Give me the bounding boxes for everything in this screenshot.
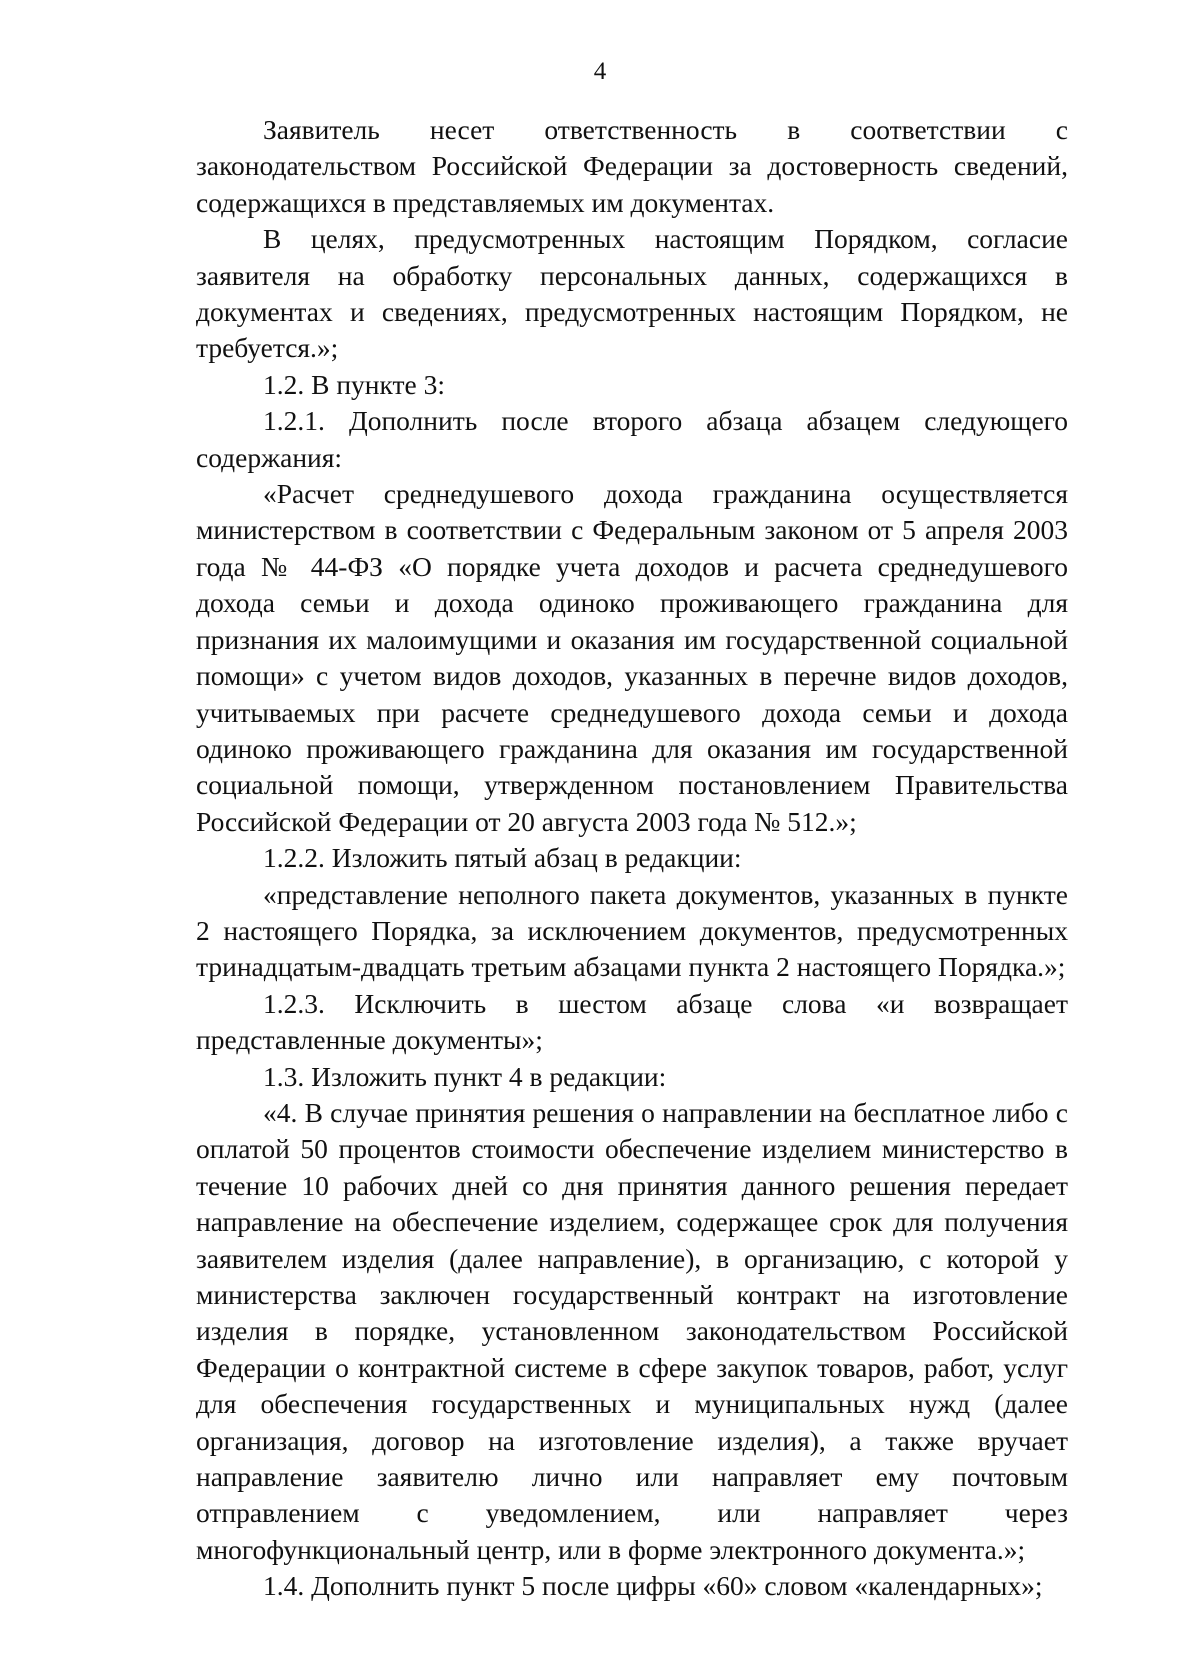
- paragraph-item-1-2-3: 1.2.3. Исключить в шестом абзаце слова «и возвращает представленные документы»;: [196, 987, 1068, 1056]
- document-body: [196, 112, 1068, 1605]
- paragraph-item-1-3: 1.3. Изложить пункт 4 в редакции:: [263, 1060, 667, 1092]
- paragraph-item-1-2: 1.2. В пункте 3:: [263, 368, 446, 400]
- page-number: 4: [593, 58, 607, 85]
- paragraph-income-calculation: «Расчет среднедушевого дохода гражданина осуществляется министерством в соответствии с Федеральным законом от 5 апреля 2003 года № 44-ФЗ «О порядке учета доходов и расчета среднедушевого дохода семьи и дохода одиноко проживающего гражданина для признания их малоимущими и оказания им государственной социальной помощи» с учетом видов доходов, указанных в перечне видов доходов, учитываемых при расчете среднедушевого дохода семьи и дохода одиноко проживающего гражданина для оказания им государственной социальной помощи, утвержденном постановлением Правительства Российской Федерации от 20 августа 2003 года № 512.»;: [196, 478, 1068, 837]
- paragraph-item-1-2-2: 1.2.2. Изложить пятый абзац в редакции:: [263, 842, 742, 874]
- paragraph-item-1-2-1: 1.2.1. Дополнить после второго абзаца абзацем следующего содержания:: [196, 405, 1068, 473]
- paragraph-item-4-text: «4. В случае принятия решения о направлении на бесплатное либо с оплатой 50 процентов стоимости обеспечение изделием министерство в течение 10 рабочих дней со дня принятия данного решения передает направление на обеспечение изделием, содержащее срок для получения заявителем изделия (далее направление), в организацию, с которой у министерства заключен государственный контракт на изготовление изделия в порядке, установленном законодательством Российской Федерации о контрактной системе в сфере закупок товаров, работ, услуг для обеспечения государственных и муниципальных нужд (далее организация, договор на изготовление изделия), а также вручает направление заявителю лично или направляет ему почтовым отправлением с уведомлением, или направляет через многофункциональный центр, или в форме электронного документа.»;: [196, 1096, 1068, 1565]
- paragraph-consent-not-required: В целях, предусмотренных настоящим Порядком, согласие заявителя на обработку персональных данных, содержащихся в документах и сведениях, предусмотренных настоящим Порядком, не требуется.»;: [196, 223, 1068, 364]
- paragraph-applicant-responsibility: Заявитель несет ответственность в соответствии с законодательством Российской Федерации за достоверность сведений, содержащихся в представляемых им документах.: [196, 114, 1068, 218]
- paragraph-item-1-4: 1.4. Дополнить пункт 5 после цифры «60» словом «календарных»;: [263, 1570, 1043, 1602]
- paragraph-incomplete-package: «представление неполного пакета документов, указанных в пункте 2 настоящего Порядка, за исключением документов, предусмотренных тринадцатым-двадцать третьим абзацами пункта 2 настоящего Порядка.»;: [196, 878, 1068, 983]
